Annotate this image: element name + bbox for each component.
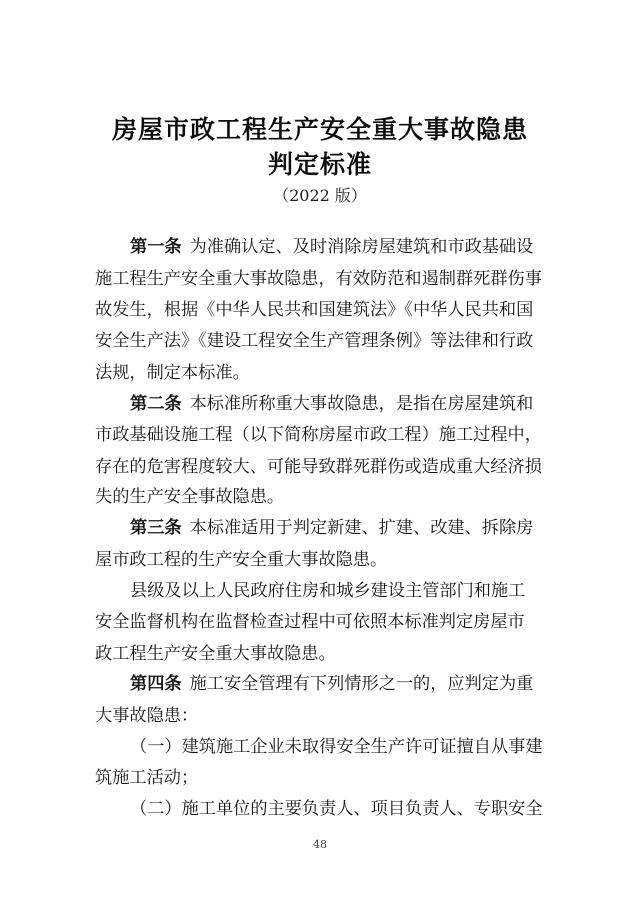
article-1-line-3: 故发生，根据《中华人民共和国建筑法》《中华人民共和国 (95, 300, 534, 320)
article-3-line-1: 第三条 本标准适用于判定新建、扩建、改建、拆除房 (130, 518, 534, 538)
article-1-line-1: 第一条 为准确认定、及时消除房屋建筑和市政基础设 (130, 237, 534, 257)
article-1-label: 第一条 (130, 237, 182, 257)
article-2-label: 第二条 (130, 394, 182, 414)
article-4-line-1: 第四条 施工安全管理有下列情形之一的，应判定为重 (130, 674, 534, 694)
page-number: 48 (313, 838, 327, 851)
article-2-line-4: 失的生产安全事故隐患。 (95, 487, 285, 507)
article-3-label: 第三条 (130, 518, 182, 538)
document-title-line2: 判定标准 (267, 150, 372, 179)
article-2-line-1: 第二条 本标准所称重大事故隐患，是指在房屋建筑和 (130, 394, 534, 414)
paragraph-line-1: 县级及以上人民政府住房和城乡建设主管部门和施工 (130, 581, 526, 601)
article-4-line-2: 大事故隐患： (95, 706, 199, 726)
paragraph-line-3: 政工程生产安全重大事故隐患。 (95, 644, 336, 664)
article-1-line-4: 安全生产法》《建设工程安全生产管理条例》等法律和行政 (95, 331, 534, 351)
article-4-label: 第四条 (130, 674, 182, 694)
article-1-line-5: 法规，制定本标准。 (95, 363, 250, 383)
article-2-line-3: 存在的危害程度较大、可能导致群死群伤或造成重大经济损 (95, 457, 542, 477)
item-1-line-1: （一）建筑施工企业未取得安全生产许可证擅自从事建 (130, 737, 543, 757)
article-2-line-2: 市政基础设施工程（以下简称房屋市政工程）施工过程中， (95, 425, 542, 445)
paragraph-line-2: 安全监督机构在监督检查过程中可依照本标准判定房屋市 (95, 612, 525, 632)
item-2-line-1: （二）施工单位的主要负责人、项目负责人、专职安全 (130, 799, 543, 819)
article-1-line-2: 施工程生产安全重大事故隐患，有效防范和遏制群死群伤事 (95, 269, 542, 289)
document-title-line1: 房屋市政工程生产安全重大事故隐患 (111, 115, 528, 144)
document-edition: （2022 版） (273, 186, 367, 205)
article-3-line-2: 屋市政工程的生产安全重大事故隐患。 (95, 550, 388, 570)
item-1-line-2: 筑施工活动； (95, 768, 199, 788)
